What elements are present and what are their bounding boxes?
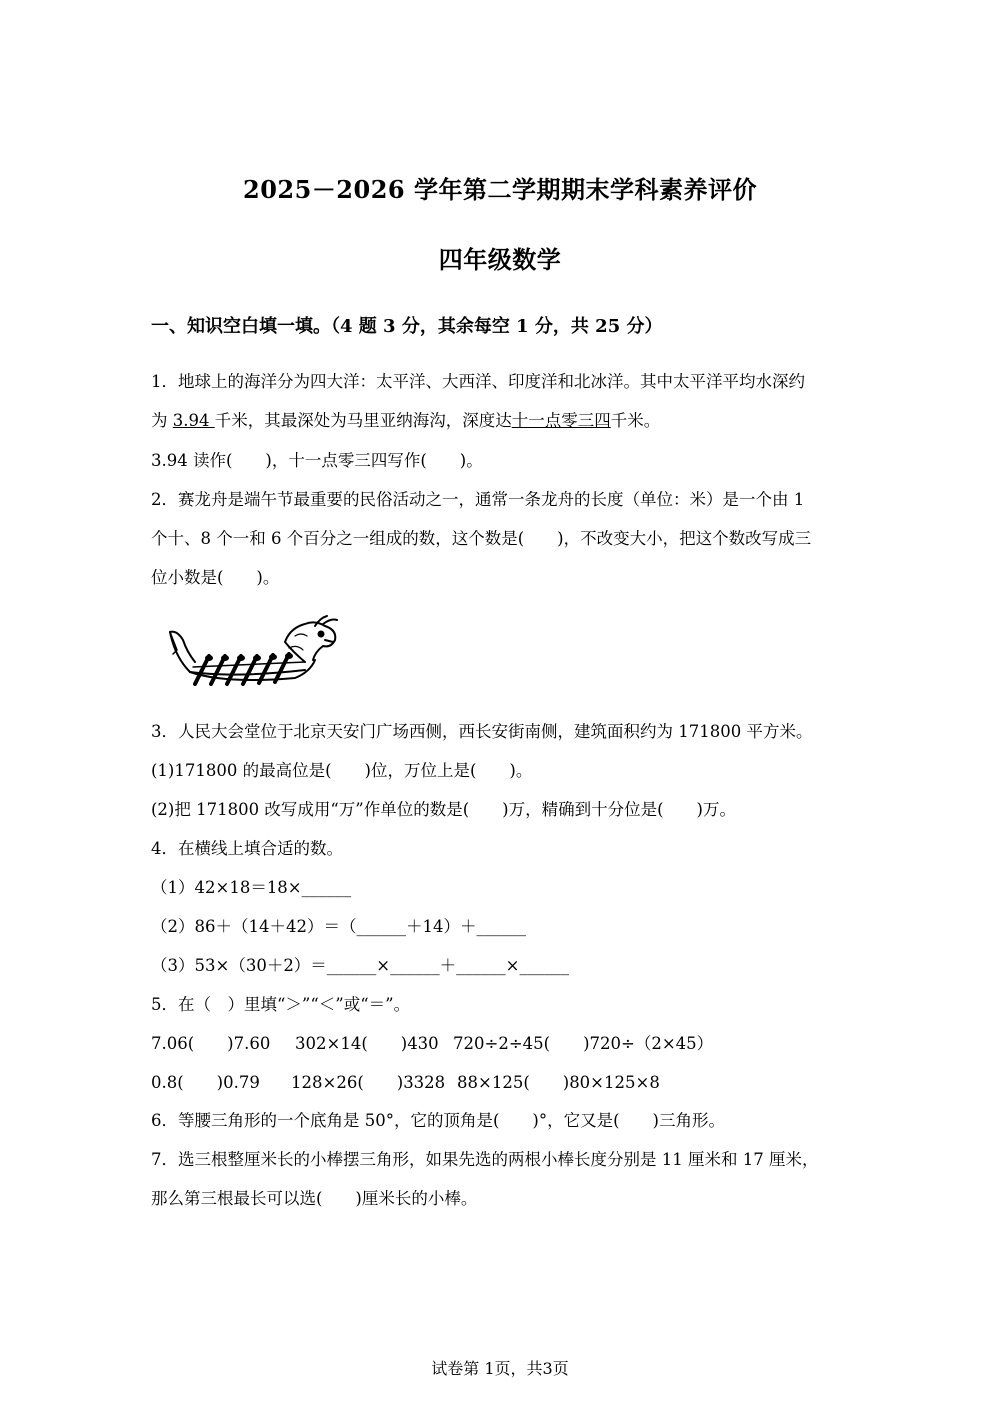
q5-r1-item1: 7.06( )7.60 [151, 1034, 271, 1053]
q1-text-c: 千米，其最深处为马里亚纳海沟，深度达 [214, 411, 512, 430]
q1-line3: 3.94 读作( )，十一点零三四写作( )。 [151, 451, 483, 470]
q5-line1: 5．在（ ）里填“＞”“＜”或“＝”。 [151, 995, 411, 1014]
q6-line1: 6．等腰三角形的一个底角是 50°，它的顶角是( )°，它又是( )三角形。 [151, 1111, 725, 1130]
q7-line1: 7．选三根整厘米长的小棒摆三角形，如果先选的两根小棒长度分别是 11 厘米和 17 厘米， [151, 1150, 819, 1169]
section-heading: 一、知识空白填一填。（4 题 3 分，其余每空 1 分，共 25 分） [151, 316, 663, 337]
q4-line3: （2）86＋（14＋42）＝（______＋14）＋______ [151, 917, 526, 936]
dragon-boat-image [165, 612, 345, 692]
q3-line3: (2)把 171800 改写成用“万”作单位的数是( )万，精确到十分位是( )万。 [151, 800, 736, 819]
q1-line2 [151, 410, 660, 432]
q5-r2-item2: 128×26( )3328 [291, 1073, 446, 1092]
q2-line3: 位小数是( )。 [151, 568, 280, 587]
q4-line4: （3）53×（30＋2）＝______×______＋______×______ [151, 956, 569, 975]
q7-line2: 那么第三根最长可以选( )厘米长的小棒。 [151, 1189, 478, 1208]
q2-line2: 个十、8 个一和 6 个百分之一组成的数，这个数是( )，不改变大小，把这个数改写成三 [151, 529, 812, 548]
q5-r1-item3: 720÷2÷45( )720÷（2×45） [453, 1034, 714, 1053]
q3-line1: 3．人民大会堂位于北京天安门广场西侧，西长安街南侧，建筑面积约为 171800 平方米。 [151, 722, 813, 741]
exam-title: 2025－2026 学年第二学期期末学科素养评价 [243, 175, 757, 204]
q4-line1: 4．在横线上填合适的数。 [151, 839, 343, 858]
q5-r2-item3: 88×125( )80×125×8 [457, 1073, 660, 1092]
q4-line2: （1）42×18＝18×______ [151, 878, 352, 897]
exam-subtitle: 四年级数学 [438, 245, 562, 274]
q5-r1-item2: 302×14( )430 [295, 1034, 439, 1053]
q1-text-a: 为 [151, 411, 173, 430]
q5-r2-item1: 0.8( )0.79 [151, 1073, 260, 1092]
q1-text-e: 千米。 [610, 411, 661, 430]
page-footer: 试卷第 1页，共3页 [431, 1359, 569, 1378]
q1-depth-avg: 3.94 [172, 411, 215, 430]
q5-row1 [151, 1033, 713, 1055]
q1-depth-max: 十一点零三四 [511, 411, 611, 430]
q5-row2 [151, 1072, 660, 1094]
q1-line1: 1．地球上的海洋分为四大洋：太平洋、大西洋、印度洋和北冰洋。其中太平洋平均水深约 [151, 372, 805, 391]
q2-line1: 2．赛龙舟是端午节最重要的民俗活动之一，通常一条龙舟的长度（单位：米）是一个由 1 [151, 490, 805, 509]
q3-line2: (1)171800 的最高位是( )位，万位上是( )。 [151, 761, 533, 780]
